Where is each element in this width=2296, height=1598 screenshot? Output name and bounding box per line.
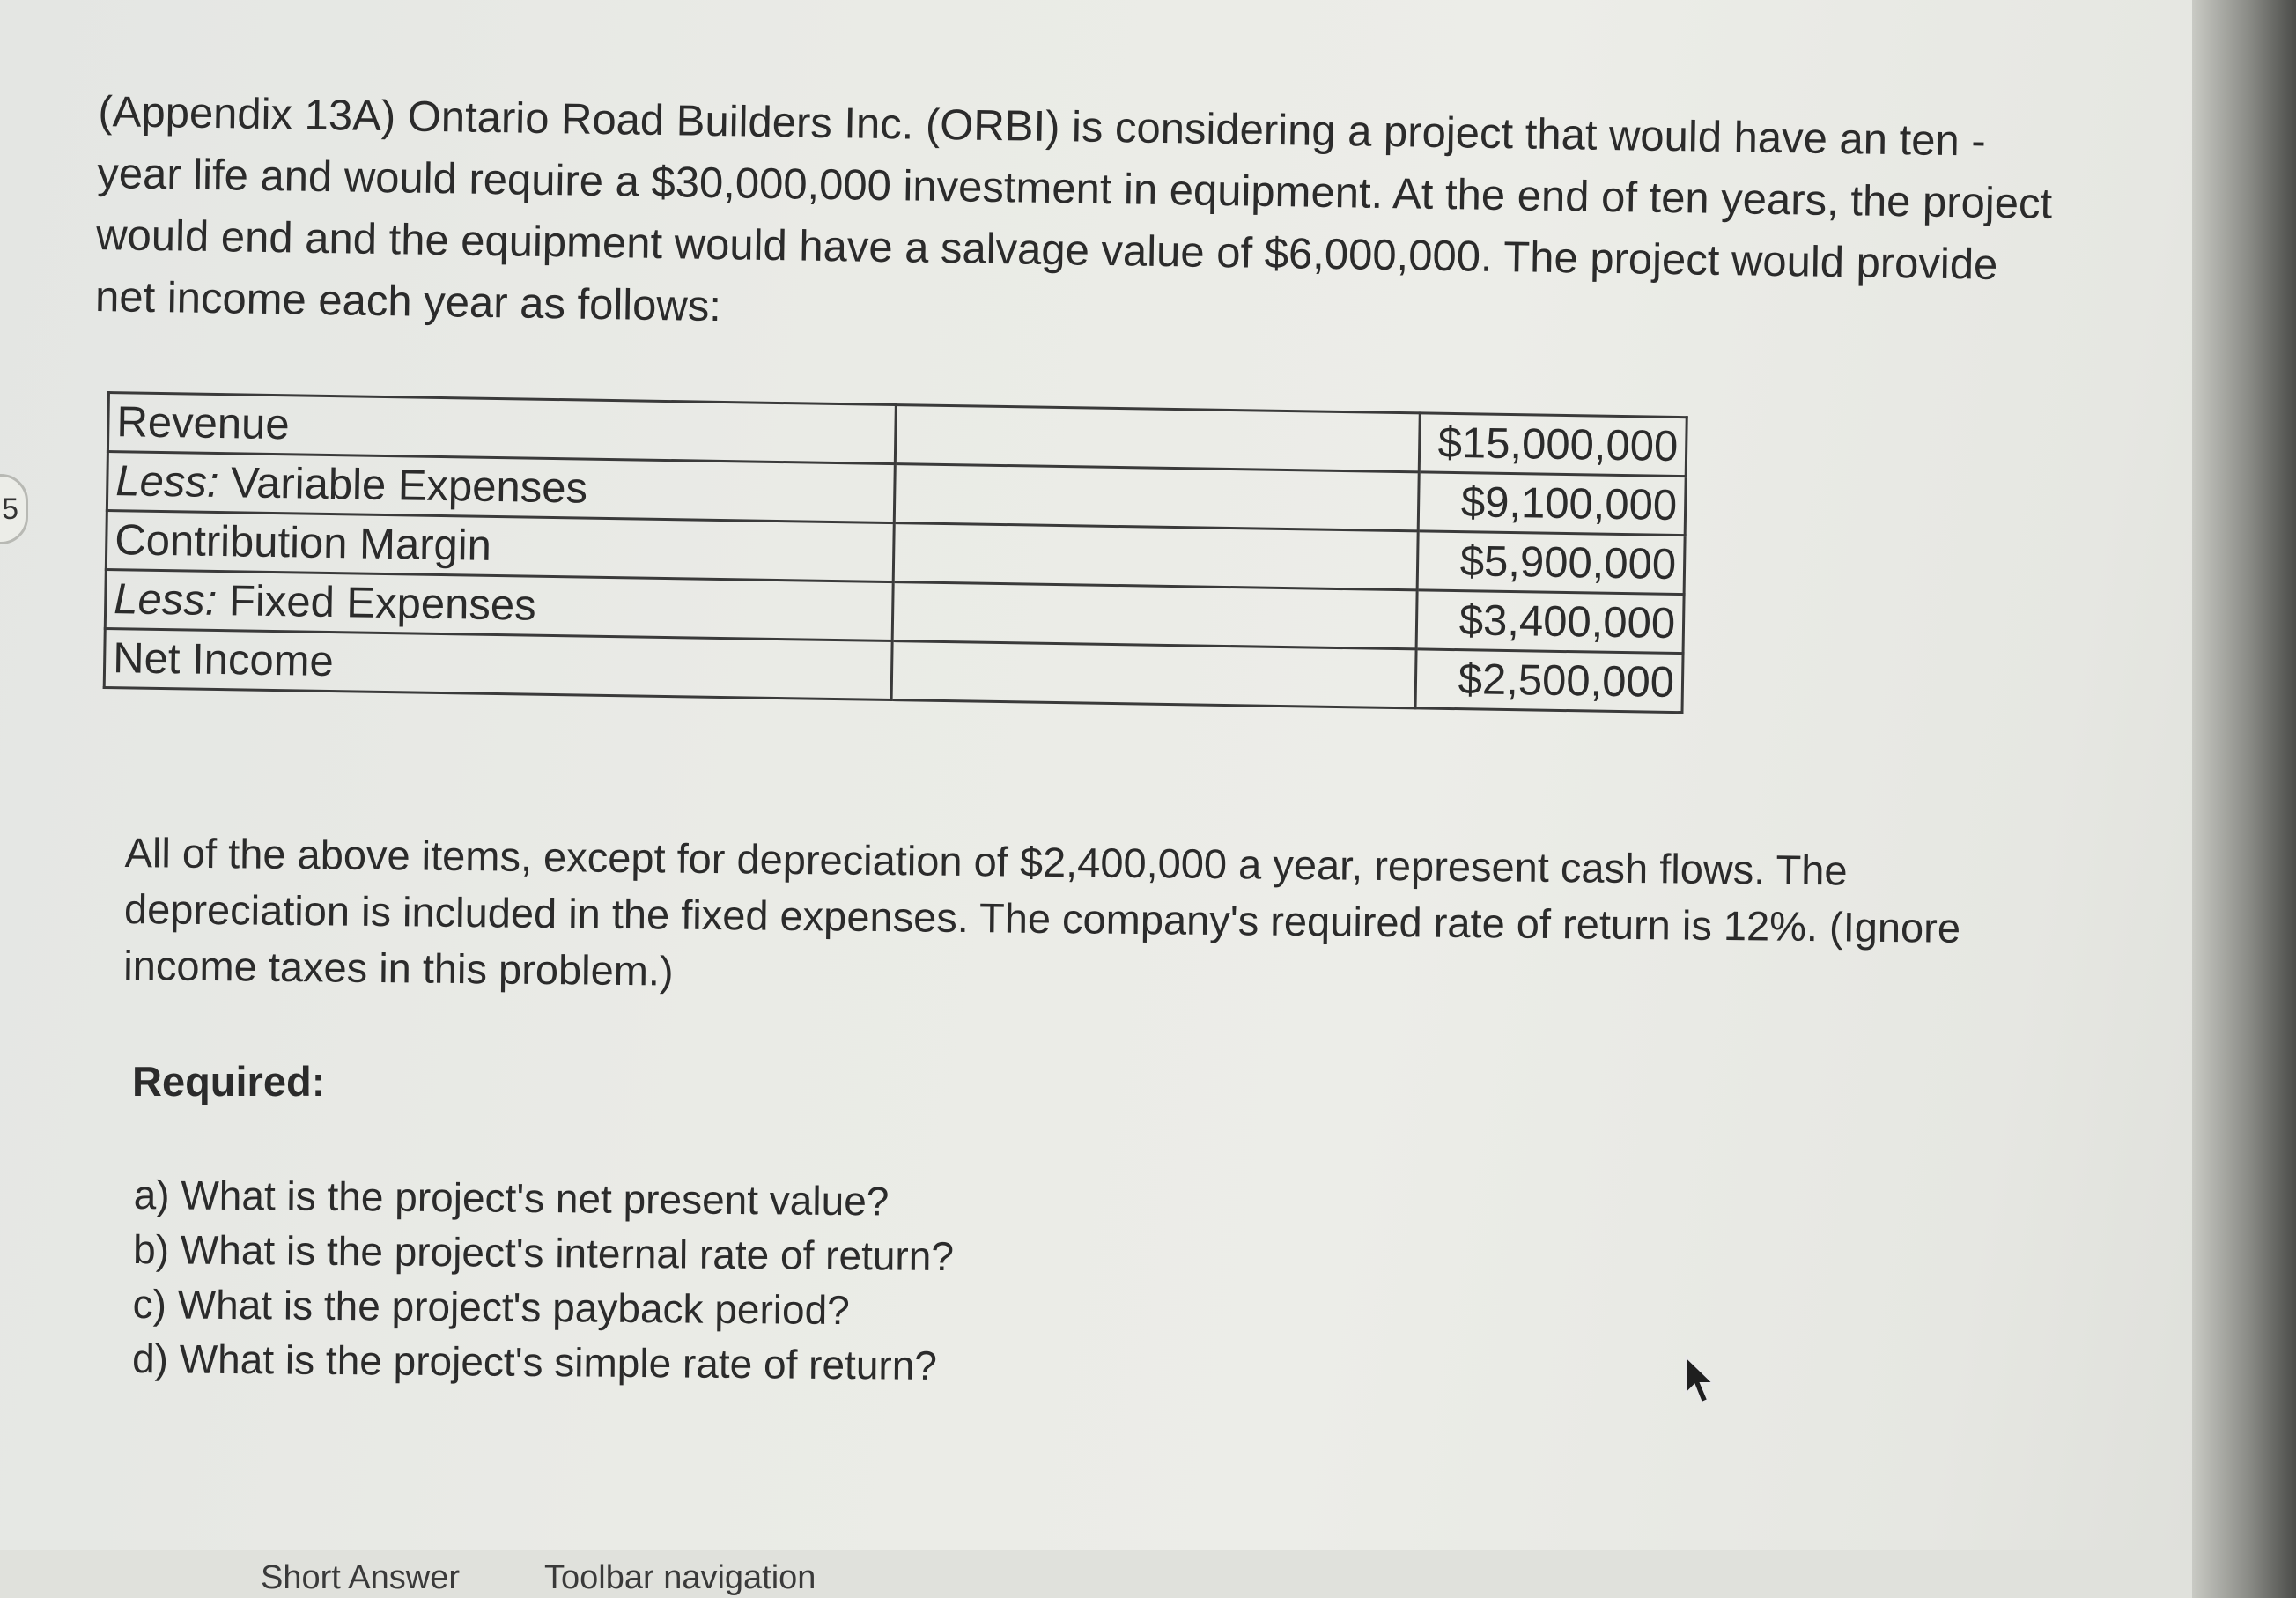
row-amount: $2,500,000 (1415, 649, 1684, 713)
cash-flow-notes: All of the above items, except for depreciation of $2,400,000 a year, represent cash flows. The depreciation is included in the fixed expenses. The company's required rate of return is 12%. (Ignore income taxes in this problem.) (123, 828, 1961, 995)
toolbar-navigation-link[interactable]: Toolbar navigation (544, 1559, 816, 1596)
row-spacer-cell (896, 405, 1420, 472)
row-label (104, 628, 892, 699)
list-item: c) What is the project's payback period? (132, 1280, 851, 1334)
mouse-pointer-icon (1682, 1355, 1717, 1408)
income-statement-table (103, 391, 1688, 714)
monitor-bezel (2192, 0, 2296, 1598)
row-amount: $3,400,000 (1416, 590, 1685, 654)
list-item: a) What is the project's net present value? (133, 1171, 890, 1224)
list-item: d) What is the project's simple rate of return? (131, 1335, 938, 1388)
row-spacer-cell (892, 582, 1416, 649)
row-spacer-cell (891, 641, 1415, 708)
row-amount: $15,000,000 (1419, 413, 1687, 477)
row-label-text: Net Income (112, 634, 335, 686)
row-label-text: Fixed Expenses (216, 576, 537, 630)
question-intro: (Appendix 13A) Ontario Road Builders Inc. (ORBI) is considering a project that would have an ten - year life and would require a $30,000,000 investment in equipment. At the end of ten years, the project would end and the equipment would have a salvage value of $6,000,000. The project would provide net income each year as follows: (94, 87, 2053, 331)
row-label-text: Contribution Margin (114, 516, 492, 570)
row-label-text: Variable Expenses (218, 459, 588, 513)
required-heading: Required: (132, 1058, 326, 1105)
row-label-prefix: Less: (114, 457, 219, 507)
side-tab-label: 5 (2, 492, 18, 526)
row-spacer-cell (894, 523, 1418, 590)
row-label-text: Revenue (116, 398, 291, 449)
row-label-prefix: Less: (113, 575, 218, 625)
side-question-tab[interactable] (0, 474, 28, 544)
required-questions-list (132, 1167, 955, 1393)
row-amount: $9,100,000 (1418, 472, 1687, 536)
list-item: b) What is the project's internal rate of return? (132, 1225, 955, 1280)
short-answer-label[interactable]: Short Answer (261, 1559, 460, 1596)
row-amount: $5,900,000 (1417, 531, 1686, 595)
row-spacer-cell (895, 464, 1419, 531)
